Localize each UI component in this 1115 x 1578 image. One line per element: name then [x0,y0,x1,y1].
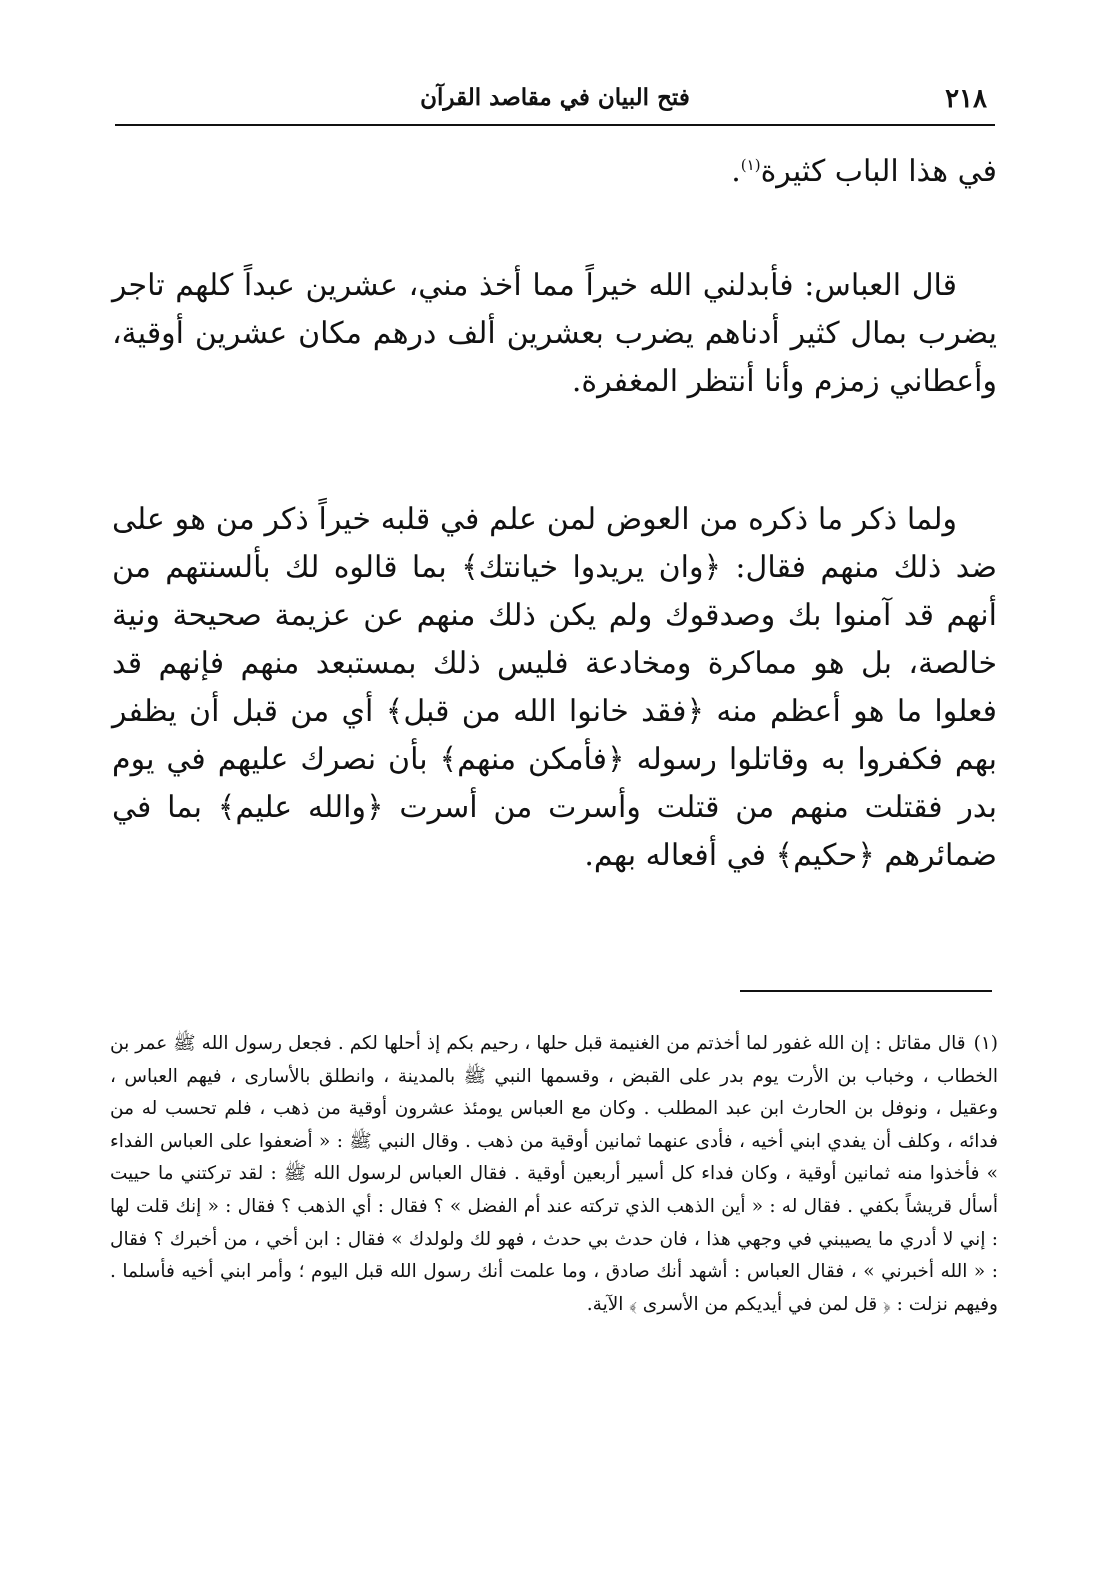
paragraph-1-end: . [731,154,741,189]
running-title: فتح البيان في مقاصد القرآن [420,84,690,111]
footnote-marker: (١) [973,1033,998,1054]
paragraph-2: قال العباس: فأبدلني الله خيراً مما أخذ مني، عشرين عبداً كلهم تاجر يضرب بمال كثير أدناهم يضرب بعشرين ألف درهم مكان عشرين أوقية، وأعطاني زمزم وأنا أنتظر المغفرة. [112,268,997,399]
page-number: ٢١٨ [945,84,987,114]
footnote-reference[interactable]: (١) [740,156,761,174]
footnote-1 [110,1028,998,1321]
footnote-text: قال مقاتل : إن الله غفور لما أخذتم من الغنيمة قبل حلها ، رحيم بكم إذ أحلها لكم . فجعل رسول الله ﷺ عمر بن الخطاب ، وخباب بن الأرت يوم بدر على القبض ، وقسمها النبي ﷺ بالمدينة ، وانطلق بالأسارى ، فيهم العباس ، وعقيل ، ونوفل بن الحارث ابن عبد المطلب . وكان مع العباس يومئذ عشرون أوقية من ذهب ، فلم تحسب له من فدائه ، وكلف أن يفدي ابني أخيه ، فأدى عنهما ثمانين أوقية من ذهب . وقال النبي ﷺ : « أضعفوا على العباس الفداء » فأخذوا منه ثمانين أوقية ، وكان فداء كل أسير أربعين أوقية . فقال العباس لرسول الله ﷺ : لقد تركتني ما حييت أسأل قريشاً بكفي . فقال له : « أين الذهب الذي تركته عند أم الفضل » ؟ فقال : أي الذهب ؟ فقال : « إنك قلت لها : إني لا أدري ما يصيبني في وجهي هذا ، فان حدث بي حدث ، فهو لك ولولدك » فقال : ابن أخي ، من أخبرك ؟ فقال : « الله أخبرني » ، فقال العباس : أشهد أنك صادق ، وما علمت أنك رسول الله قبل اليوم ؛ وأمر ابني أخيه فأسلما . وفيهم نزلت : ﴿ قل لمن في أيديكم من الأسرى ﴾ الآية. [110,1033,998,1315]
paragraph-3: ولما ذكر ما ذكره من العوض لمن علم في قلبه خيراً ذكر من هو على ضد ذلك منهم فقال: ﴿وان يريدوا خيانتك﴾ بما قالوه لك بألسنتهم من أنهم قد آمنوا بك وصدقوك ولم يكن ذلك منهم عن عزيمة صحيحة ونية خالصة، بل هو مماكرة ومخادعة فليس ذلك بمستبعد منهم فإنهم قد فعلوا ما هو أعظم منه ﴿فقد خانوا الله من قبل﴾ أي من قبل أن يظفر بهم فكفروا به وقاتلوا رسوله ﴿فأمكن منهم﴾ بأن نصرك عليهم في يوم بدر فقتلت منهم من قتلت وأسرت من أسرت ﴿والله عليم﴾ بما في ضمائرهم ﴿حكيم﴾ في أفعاله بهم. [112,502,997,873]
page-header [115,78,995,122]
paragraph-1-text: في هذا الباب كثيرة [760,154,997,189]
paragraph-1 [112,148,997,196]
footnote-separator [740,990,992,992]
header-rule [115,124,995,126]
